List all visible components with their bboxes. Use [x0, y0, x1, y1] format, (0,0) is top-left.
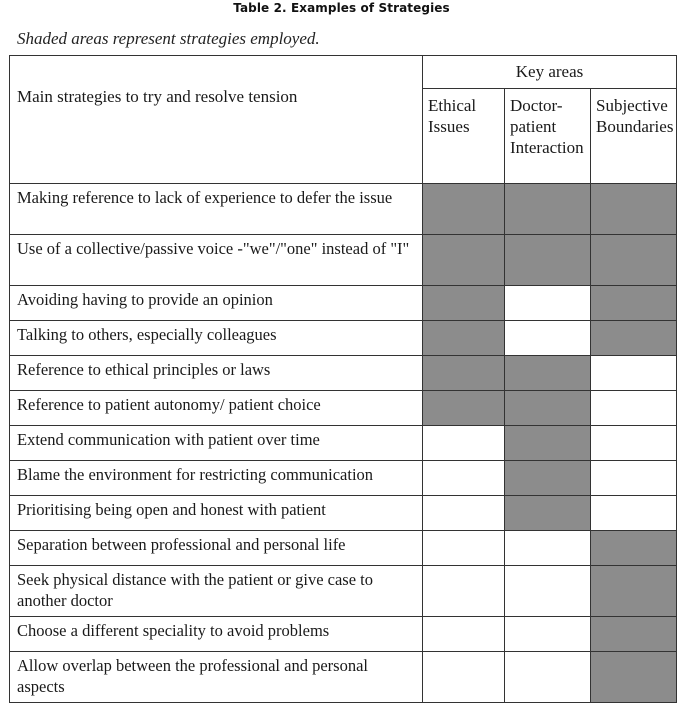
table-row — [10, 531, 677, 566]
shaded-cell — [591, 531, 677, 566]
shaded-cell — [591, 184, 677, 235]
empty-cell — [505, 652, 591, 703]
empty-cell — [423, 617, 505, 652]
shaded-cell — [505, 184, 591, 235]
table-row — [10, 391, 677, 426]
empty-cell — [423, 461, 505, 496]
empty-cell — [423, 652, 505, 703]
strategy-cell: Use of a collective/passive voice -"we"/"one" instead of "I" — [10, 235, 423, 286]
shaded-cell — [423, 235, 505, 286]
table-header — [10, 56, 677, 184]
area-header-ethical-issues: Ethical Issues — [423, 89, 505, 184]
shaded-cell — [591, 286, 677, 321]
shaded-cell — [423, 184, 505, 235]
table-row — [10, 356, 677, 391]
shaded-cell — [591, 235, 677, 286]
area-header-subjective-boundaries: Subjective Boundaries — [591, 89, 677, 184]
key-areas-header: Key areas — [423, 56, 677, 89]
empty-cell — [423, 566, 505, 617]
shaded-cell — [505, 496, 591, 531]
shaded-cell — [505, 356, 591, 391]
area-header-doctor-patient-interaction: Doctor-patient Interaction — [505, 89, 591, 184]
empty-cell — [591, 391, 677, 426]
shaded-cell — [423, 321, 505, 356]
strategy-cell: Blame the environment for restricting communication — [10, 461, 423, 496]
strategy-cell: Separation between professional and personal life — [10, 531, 423, 566]
empty-cell — [505, 617, 591, 652]
shaded-cell — [591, 321, 677, 356]
empty-cell — [591, 426, 677, 461]
strategies-table — [9, 55, 677, 703]
table-row — [10, 184, 677, 235]
shaded-cell — [505, 235, 591, 286]
shaded-cell — [505, 426, 591, 461]
empty-cell — [505, 286, 591, 321]
shaded-cell — [591, 652, 677, 703]
strategy-cell: Making reference to lack of experience to defer the issue — [10, 184, 423, 235]
empty-cell — [423, 426, 505, 461]
strategy-cell: Avoiding having to provide an opinion — [10, 286, 423, 321]
shaded-cell — [423, 391, 505, 426]
table-row — [10, 566, 677, 617]
table-row — [10, 426, 677, 461]
table-row — [10, 617, 677, 652]
strategy-cell: Choose a different speciality to avoid problems — [10, 617, 423, 652]
empty-cell — [591, 356, 677, 391]
empty-cell — [591, 461, 677, 496]
table-row — [10, 496, 677, 531]
empty-cell — [505, 321, 591, 356]
empty-cell — [423, 531, 505, 566]
shaded-cell — [423, 356, 505, 391]
shaded-cell — [505, 391, 591, 426]
table-row — [10, 321, 677, 356]
strategy-cell: Extend communication with patient over time — [10, 426, 423, 461]
strategy-cell: Seek physical distance with the patient or give case to another doctor — [10, 566, 423, 617]
empty-cell — [505, 531, 591, 566]
empty-cell — [591, 496, 677, 531]
shaded-cell — [423, 286, 505, 321]
strategy-cell: Reference to patient autonomy/ patient choice — [10, 391, 423, 426]
table-row — [10, 235, 677, 286]
strategy-cell: Talking to others, especially colleagues — [10, 321, 423, 356]
strategy-cell: Allow overlap between the professional and personal aspects — [10, 652, 423, 703]
strategy-cell: Reference to ethical principles or laws — [10, 356, 423, 391]
table-row — [10, 286, 677, 321]
shaded-cell — [505, 461, 591, 496]
table-row — [10, 652, 677, 703]
table-body — [10, 184, 677, 703]
shaded-cell — [591, 617, 677, 652]
table-row — [10, 461, 677, 496]
strategy-column-header: Main strategies to try and resolve tension — [10, 56, 423, 184]
table-caption: Shaded areas represent strategies employed. — [17, 29, 320, 48]
empty-cell — [423, 496, 505, 531]
table-title: Table 2. Examples of Strategies — [233, 1, 450, 15]
shaded-cell — [591, 566, 677, 617]
empty-cell — [505, 566, 591, 617]
strategy-cell: Prioritising being open and honest with patient — [10, 496, 423, 531]
